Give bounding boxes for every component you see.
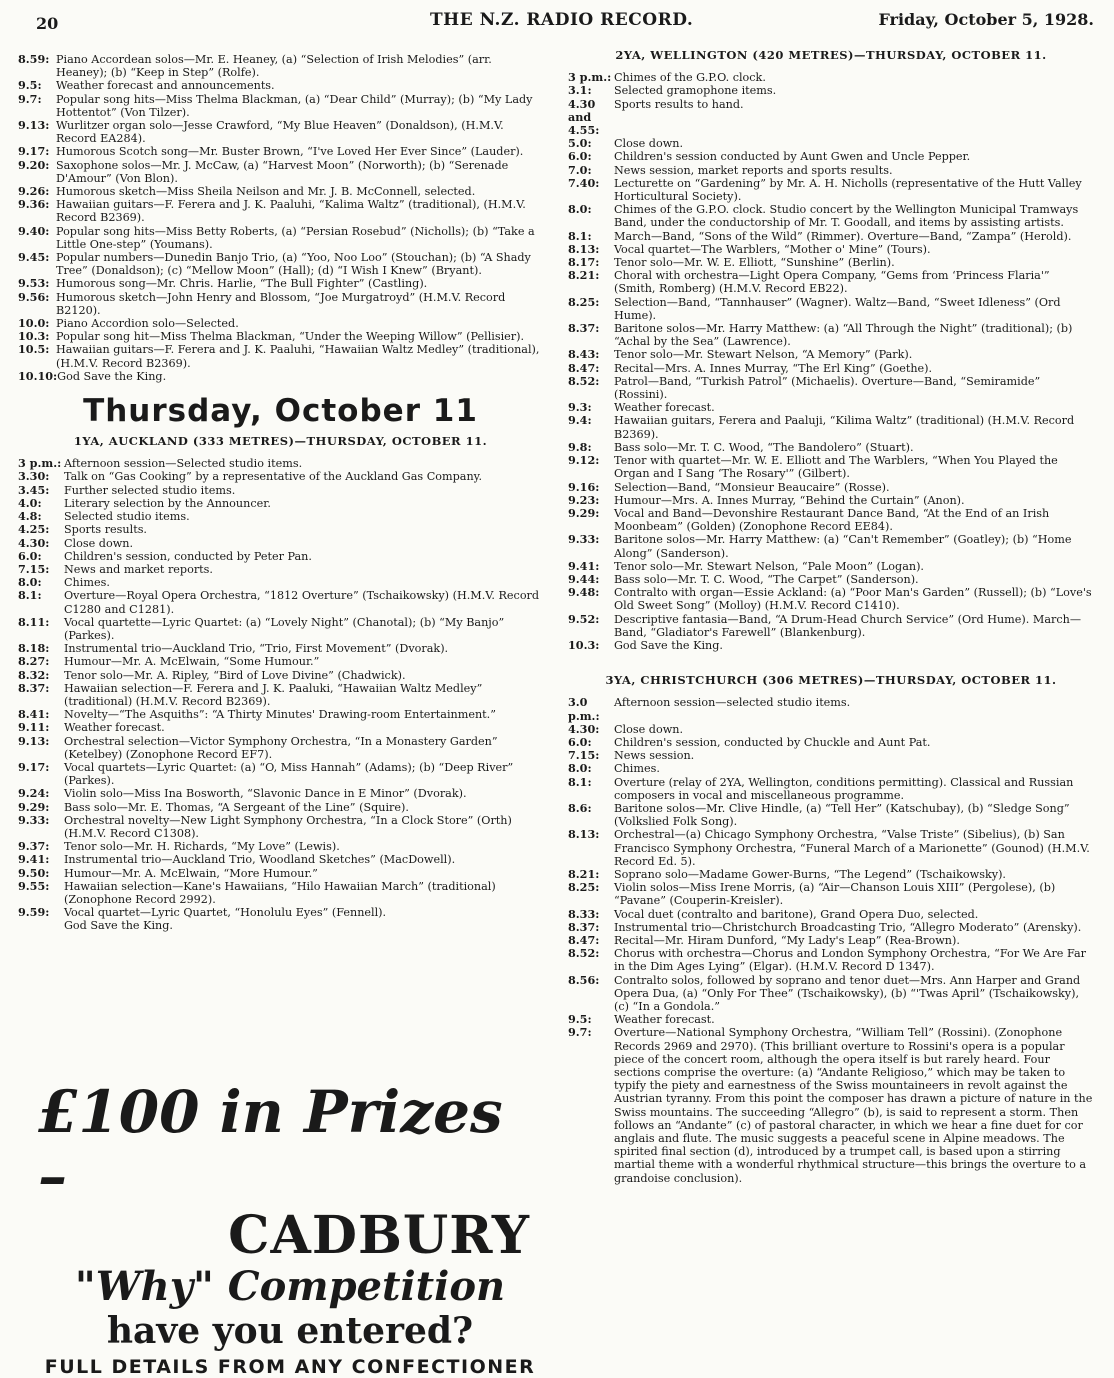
entry-text: Popular song hit—Miss Thelma Blackman, “Under the Weeping Willow” (Pellisier). — [56, 330, 525, 344]
entry-text: News session, market reports and sports results. — [614, 163, 893, 177]
auckland-entry — [18, 576, 543, 589]
entry-time: 9.29: — [568, 505, 600, 520]
entry-text: Vocal quartette—Lyric Quartet: (a) “Lovely Night” (Chanotal); (b) “My Banjo” (Parkes). — [64, 615, 505, 642]
programme-entry — [18, 185, 543, 198]
wellington-entry — [568, 494, 1094, 507]
programme-entry — [18, 317, 543, 330]
christchurch-entry — [568, 802, 1094, 828]
entry-time: 9.45: — [18, 250, 50, 265]
entry-time: 4.25: — [18, 522, 50, 537]
entry-time: 9.29: — [18, 799, 50, 814]
christchurch-entry — [568, 974, 1094, 1014]
entry-time: 9.33: — [18, 812, 50, 827]
entry-text: Baritone solos—Mr. Harry Matthew: (a) “All Through the Night” (traditional); (b) “Achal by the Sea” (Lawrence). — [614, 322, 1073, 349]
auckland-entry — [18, 880, 543, 906]
auckland-entry — [18, 563, 543, 576]
entry-time: 9.52: — [568, 611, 600, 626]
entry-time — [18, 919, 64, 932]
entry-time: 10.5: — [18, 342, 50, 357]
auckland-entry — [18, 787, 543, 800]
entry-text: Instrumental trio—Auckland Trio, Woodland Sketches” (MacDowell). — [64, 853, 456, 867]
entry-text: Close down. — [64, 536, 134, 550]
wellington-entry — [568, 481, 1094, 494]
christchurch-entry — [568, 776, 1094, 802]
entry-text: Baritone solos—Mr. Harry Matthew: (a) “Can't Remember” (Goatley); (b) “Home Along” (Sanderson). — [614, 533, 1072, 560]
entry-time: 5.0: — [568, 136, 592, 151]
entry-text: Humour—Mrs. A. Innes Murray, “Behind the Curtain” (Anon). — [614, 493, 965, 507]
entry-time: 9.37: — [18, 839, 50, 854]
entry-text: Tenor with quartet—Mr. W. E. Elliott and The Warblers, “When You Played the Organ and I Sang ‘The Rosary'” (Gilbert). — [614, 454, 1058, 481]
entry-text: Recital—Mrs. A. Innes Murray, “The Erl King” (Goethe). — [614, 361, 933, 375]
entry-text: Sports results to hand. — [614, 97, 744, 111]
entry-text: Selected studio items. — [64, 510, 190, 524]
wellington-entry — [568, 137, 1094, 150]
auckland-entry — [18, 457, 543, 470]
entry-time: 3.45: — [18, 482, 50, 497]
entry-time: 9.13: — [18, 118, 50, 133]
entry-time: 9.12: — [568, 453, 600, 468]
entry-text: Children's session, conducted by Chuckle and Aunt Pat. — [614, 735, 931, 749]
auckland-entry — [18, 470, 543, 483]
entry-text: Violin solos—Miss Irene Morris, (a) “Air—Chanson Louis XIII” (Pergolese), (b) “Pavane” (Couperin-Kreisler). — [614, 881, 1056, 908]
entry-time: 4.30 and 4.55: — [568, 96, 600, 138]
auckland-entry — [18, 523, 543, 536]
entry-text: Selection—Band, “Monsieur Beaucaire” (Rosse). — [614, 480, 890, 494]
auckland-entry — [18, 708, 543, 721]
christchurch-entry — [568, 921, 1094, 934]
entry-text: Orchestral selection—Victor Symphony Orchestra, “In a Monastery Garden” (Ketelbey) (Zonophone Record EF7). — [64, 734, 498, 761]
programme-entry — [18, 277, 543, 290]
entry-text: Afternoon session—selected studio items. — [614, 696, 851, 710]
wellington-entry — [568, 454, 1094, 480]
entry-text: Literary selection by the Announcer. — [64, 496, 271, 510]
entry-text: Bass solo—Mr. T. C. Wood, “The Carpet” (Sanderson). — [614, 572, 919, 586]
entry-time: 8.18: — [18, 641, 50, 656]
entry-text: Popular song hits—Miss Thelma Blackman, (a) “Dear Child” (Murray); (b) “My Lady Hottentot” (Von Tilzer). — [56, 92, 533, 119]
christchurch-entry — [568, 881, 1094, 907]
auckland-entry — [18, 484, 543, 497]
wellington-entry — [568, 362, 1094, 375]
wellington-entry — [568, 150, 1094, 163]
auckland-entry — [18, 510, 543, 523]
programme-entry — [18, 330, 543, 343]
entry-time: 7.0: — [568, 162, 592, 177]
entry-time: 8.13: — [568, 827, 600, 842]
wellington-entry — [568, 296, 1094, 322]
entry-time: 8.1: — [568, 228, 592, 243]
auckland-entry — [18, 814, 543, 840]
wellington-entry — [568, 348, 1094, 361]
entry-time: 10.3: — [18, 329, 50, 344]
entry-time: 6.0: — [18, 548, 42, 563]
wellington-entry — [568, 586, 1094, 612]
ad-brand: CADBURY — [228, 1205, 530, 1266]
entry-time: 9.17: — [18, 144, 50, 159]
christchurch-entry — [568, 828, 1094, 868]
entry-time: 10.3: — [568, 637, 600, 652]
entry-text: Close down. — [614, 137, 684, 151]
wellington-entry — [568, 414, 1094, 440]
auckland-listing — [18, 457, 543, 932]
christchurch-entry — [568, 696, 1094, 722]
entry-time: 8.59: — [18, 52, 50, 66]
entry-time: 8.0: — [18, 575, 42, 590]
entry-time: 8.52: — [568, 946, 600, 961]
entry-text: Contralto solos, followed by soprano and tenor duet—Mrs. Ann Harper and Grand Opera Dua, (a) “Only For Thee” (Tschaikowsky), (b) “'Twas April” (Tschaikowsky), (c) “In a Gondola.” — [614, 973, 1081, 1014]
auckland-entry — [18, 919, 543, 932]
entry-text: Humorous Scotch song—Mr. Buster Brown, “I've Loved Her Ever Since” (Lauder). — [56, 145, 524, 159]
entry-time: 8.17: — [568, 255, 600, 270]
entry-text: Vocal quartet—The Warblers, “Mother o' Mine” (Tours). — [614, 242, 931, 256]
page-header — [0, 0, 1114, 40]
issue-date: Friday, October 5, 1928. — [878, 10, 1094, 29]
entry-text: Bass solo—Mr. E. Thomas, “A Sergeant of the Line” (Squire). — [64, 800, 409, 814]
entry-time: 8.37: — [568, 321, 600, 336]
entry-text: Instrumental trio—Christchurch Broadcasting Trio, “Allegro Moderato” (Arensky). — [614, 920, 1082, 934]
entry-time: 9.36: — [18, 197, 50, 212]
wellington-entry — [568, 507, 1094, 533]
auckland-entry — [18, 840, 543, 853]
programme-entry — [18, 119, 543, 145]
entry-text: Children's session, conducted by Peter Pan. — [64, 549, 312, 563]
entry-text: Hawaiian selection—Kane's Hawaiians, “Hilo Hawaiian March” (traditional) (Zonophone Record 2992). — [64, 879, 496, 906]
entry-time: 8.33: — [568, 906, 600, 921]
cadbury-advertisement — [30, 1078, 550, 1378]
entry-text: Chorus with orchestra—Chorus and London Symphony Orchestra, “For We Are Far in the Dim Ages Lying” (Elgar). (H.M.V. Record D 1347). — [614, 947, 1087, 974]
christchurch-entry — [568, 723, 1094, 736]
auckland-entry — [18, 761, 543, 787]
entry-time: 8.32: — [18, 667, 50, 682]
christchurch-listing — [568, 696, 1094, 1185]
entry-time: 9.3: — [568, 400, 592, 415]
entry-time: 6.0: — [568, 149, 592, 164]
christchurch-entry — [568, 908, 1094, 921]
station-heading-auckland: 1YA, AUCKLAND (333 METRES)—THURSDAY, OCTOBER 11. — [73, 434, 488, 449]
entry-text: Tenor solo—Mr. Stewart Nelson, “A Memory” (Park). — [614, 348, 913, 362]
programme-entry — [18, 79, 543, 92]
entry-time: 9.5: — [18, 78, 42, 93]
programme-entry — [18, 343, 543, 369]
entry-text: Humorous sketch—Miss Sheila Neilson and Mr. J. B. McConnell, selected. — [56, 185, 476, 199]
christchurch-entry — [568, 1026, 1094, 1184]
entry-text: Baritone solos—Mr. Clive Hindle, (a) “Tell Her” (Katschubay), (b) “Sledge Song” (Volkslied Folk Song). — [614, 801, 1070, 829]
entry-text: Descriptive fantasia—Band, “A Drum-Head Church Service” (Ord Hume). March—Band, “Gladiator's Farewell” (Blankenburg). — [614, 612, 1082, 639]
entry-time: 8.37: — [18, 680, 50, 695]
wellington-entry — [568, 98, 1094, 138]
entry-time: 9.16: — [568, 479, 600, 494]
right-column — [568, 43, 1094, 1185]
entry-text: News and market reports. — [64, 562, 213, 576]
ad-prizes: £100 in Prizes – — [38, 1078, 503, 1210]
programme-entry — [18, 251, 543, 277]
entry-text: Tenor solo—Mr. W. E. Elliott, “Sunshine” (Berlin). — [614, 256, 895, 270]
entry-text: Weather forecast. — [614, 1013, 715, 1027]
entry-text: Vocal and Band—Devonshire Restaurant Dance Band, “At the End of an Irish Moonbeam” (Golden) (Zonophone Record EE84). — [614, 506, 1050, 534]
entry-text: Sports results. — [64, 523, 147, 537]
entry-text: Weather forecast. — [64, 721, 165, 735]
entry-text: Popular numbers—Dunedin Banjo Trio, (a) “Yoo, Noo Loo” (Stouchan); (b) “A Shady Tree” (Donaldson); (c) “Mellow Moon” (Hall); (d) “I Wish I Knew” (Bryant). — [56, 251, 531, 278]
day-title: Thursday, October 11 — [83, 393, 478, 430]
entry-time: 9.59: — [18, 905, 50, 920]
entry-text: Vocal quartet—Lyric Quartet, “Honolulu Eyes” (Fennell). — [64, 906, 387, 920]
entry-text: Overture (relay of 2YA, Wellington, conditions permitting). Classical and Russian composers in vocal and miscellaneous programme. — [614, 775, 1074, 802]
entry-text: Humour—Mr. A. McElwain, “Some Humour.” — [64, 655, 320, 669]
entry-time: 9.48: — [568, 585, 600, 600]
entry-time: 8.41: — [18, 707, 50, 722]
programme-entry — [18, 53, 543, 79]
entry-text: Tenor solo—Mr. Stewart Nelson, “Pale Moon” (Logan). — [614, 559, 924, 573]
entry-text: Popular song hits—Miss Betty Roberts, (a) “Persian Rosebud” (Nicholls); (b) “Take a Little One-step” (Youmans). — [56, 224, 535, 251]
programme-entry — [18, 145, 543, 158]
entry-text: Overture—Royal Opera Orchestra, “1812 Overture” (Tschaikowsky) (H.M.V. Record C1280 and C1281). — [64, 589, 540, 616]
entry-text: Orchestral—(a) Chicago Symphony Orchestra, “Valse Triste” (Sibelius), (b) San Francisco Symphony Orchestra, “Funeral March of a Marionette” (Gounod) (H.M.V. Record Ed. 5). — [614, 828, 1090, 868]
programme-entry — [18, 159, 543, 185]
entry-time: 8.11: — [18, 614, 50, 629]
entry-time: 9.24: — [18, 786, 50, 801]
auckland-entry — [18, 682, 543, 708]
previous-day-listing — [18, 53, 543, 383]
entry-time: 8.21: — [568, 268, 600, 283]
wellington-entry — [568, 639, 1094, 652]
christchurch-entry — [568, 934, 1094, 947]
entry-text: Overture—National Symphony Orchestra, “William Tell” (Rossini). (Zonophone Records 2969 and 2970). (This brilliant overture to Rossini's opera is a popular piece of the concert room, although the opera itself is but rarely heard. Four sections comprise the overture: (a) “Andante Religioso,” which may be taken to typify the piety and earnestness of the Swiss mountaineers in revolt against the Austrian tyranny. From this point the composer has drawn a picture of nature in the Swiss mountains. The succeeding “Allegro” (b), is said to represent a storm. Then follows an “Andante” (c) of pastoral character, in which we hear a fine duet for cor anglais and flute. The music suggests a peaceful scene in Alpine meadows. The spirited final section (d), introduced by a trumpet call, is based upon a stirring martial theme with a wonderful rhythmical structure—this brings the overture to a grandoise conclusion). — [614, 1026, 1093, 1185]
auckland-entry — [18, 550, 543, 563]
entry-time: 8.25: — [568, 880, 600, 895]
auckland-entry — [18, 655, 543, 668]
entry-text: Recital—Mr. Hiram Dunford, “My Lady's Leap” (Rea-Brown). — [614, 934, 960, 947]
entry-time: 8.25: — [568, 294, 600, 309]
auckland-entry — [18, 735, 543, 761]
entry-time: 9.26: — [18, 184, 50, 199]
entry-text: Hawaiian selection—F. Ferera and J. K. Paaluki, “Hawaiian Waltz Medley” (traditional) (H.M.V. Record B2369). — [64, 681, 483, 708]
wellington-entry — [568, 375, 1094, 401]
entry-text: Hawaiian guitars, Ferera and Paaluji, “Kilima Waltz” (traditional) (H.M.V. Record B2369). — [614, 414, 1075, 441]
wellington-entry — [568, 441, 1094, 454]
entry-text: Bass solo—Mr. T. C. Wood, “The Bandolero” (Stuart). — [614, 440, 914, 454]
entry-time: 9.7: — [18, 91, 42, 106]
auckland-entry — [18, 867, 543, 880]
entry-text: Humorous song—Mr. Chris. Harlie, “The Bull Fighter” (Castling). — [56, 277, 428, 291]
entry-time: 10.10: — [18, 368, 58, 383]
auckland-entry — [18, 497, 543, 510]
auckland-entry — [18, 853, 543, 866]
wellington-entry — [568, 269, 1094, 295]
entry-time: 9.56: — [18, 289, 50, 304]
entry-time: 9.50: — [18, 865, 50, 880]
entry-time: 8.1: — [18, 588, 42, 603]
entry-time: 9.5: — [568, 1012, 592, 1027]
entry-time: 3 p.m.: — [568, 70, 612, 85]
entry-text: Tenor solo—Mr. A. Ripley, “Bird of Love Divine” (Chadwick). — [64, 668, 406, 682]
wellington-listing — [568, 71, 1094, 652]
wellington-entry — [568, 230, 1094, 243]
entry-time: 9.33: — [568, 532, 600, 547]
entry-time: 8.47: — [568, 360, 600, 375]
entry-time: 8.1: — [568, 774, 592, 789]
entry-time: 9.20: — [18, 157, 50, 172]
entry-text: Vocal quartets—Lyric Quartet: (a) “O, Miss Hannah” (Adams); (b) “Deep River” (Parkes). — [64, 760, 514, 788]
entry-time: 8.56: — [568, 972, 600, 987]
entry-text: Weather forecast and announcements. — [56, 79, 275, 93]
christchurch-entry — [568, 762, 1094, 775]
entry-text: Vocal duet (contralto and baritone), Grand Opera Duo, selected. — [614, 907, 979, 921]
entry-text: Choral with orchestra—Light Opera Company, “Gems from ‘Princess Flaria'” (Smith, Romberg) (H.M.V. Record EB22). — [614, 269, 1050, 296]
christchurch-entry — [568, 736, 1094, 749]
entry-text: Hawaiian guitars—F. Ferera and J. K. Paaluhi, “Kalima Waltz” (traditional), (H.M.V. Record B2369). — [56, 198, 526, 225]
entry-text: Selection—Band, “Tannhauser” (Wagner). Waltz—Band, “Sweet Idleness” (Ord Hume). — [614, 295, 1061, 322]
entry-text: Talk on “Gas Cooking” by a representative of the Auckland Gas Company. — [64, 470, 483, 484]
entry-text: Tenor solo—Mr. H. Richards, “My Love” (Lewis). — [64, 840, 340, 854]
page-number: 20 — [36, 14, 59, 33]
entry-text: Chimes. — [64, 576, 110, 590]
masthead: THE N.Z. RADIO RECORD. — [430, 10, 694, 30]
entry-time: 4.0: — [18, 495, 42, 510]
auckland-entry — [18, 642, 543, 655]
entry-text: God Save the King. — [64, 919, 173, 933]
entry-text: Instrumental trio—Auckland Trio, “Trio, First Movement” (Dvorak). — [64, 642, 449, 656]
entry-text: Weather forecast. — [614, 401, 715, 415]
wellington-entry — [568, 613, 1094, 639]
entry-time: 8.0: — [568, 761, 592, 776]
entry-time: 9.44: — [568, 571, 600, 586]
entry-time: 3.30: — [18, 469, 50, 484]
entry-time: 9.7: — [568, 1025, 592, 1040]
left-column — [18, 53, 543, 933]
entry-text: Novelty—“The Asquiths”: “A Thirty Minutes' Drawing-room Entertainment.” — [64, 708, 496, 722]
entry-time: 8.13: — [568, 241, 600, 256]
ad-question: have you entered? — [106, 1310, 474, 1352]
christchurch-entry — [568, 1013, 1094, 1026]
wellington-entry — [568, 84, 1094, 97]
christchurch-entry — [568, 749, 1094, 762]
entry-time: 9.13: — [18, 733, 50, 748]
entry-time: 8.27: — [18, 654, 50, 669]
entry-time: 9.11: — [18, 720, 50, 735]
auckland-entry — [18, 616, 543, 642]
entry-time: 9.17: — [18, 759, 50, 774]
entry-time: 9.4: — [568, 413, 592, 428]
programme-entry — [18, 225, 543, 251]
entry-time: 8.37: — [568, 919, 600, 934]
entry-time: 8.43: — [568, 347, 600, 362]
entry-text: Patrol—Band, “Turkish Patrol” (Michaelis). Overture—Band, “Semiramide” (Rossini). — [614, 374, 1041, 402]
entry-text: Chimes. — [614, 762, 660, 776]
entry-time: 7.15: — [568, 748, 600, 763]
entry-time: 4.8: — [18, 509, 42, 524]
entry-text: Humour—Mr. A. McElwain, “More Humour.” — [64, 866, 318, 880]
wellington-entry — [568, 573, 1094, 586]
entry-text: Selected gramophone items. — [614, 84, 777, 98]
entry-time: 8.52: — [568, 373, 600, 388]
entry-text: Saxophone solos—Mr. J. McCaw, (a) “Harvest Moon” (Norworth); (b) “Serenade D'Amour” (Von Blon). — [56, 158, 509, 185]
entry-time: 9.53: — [18, 276, 50, 291]
entry-time: 3.0 p.m.: — [568, 695, 600, 723]
entry-text: God Save the King. — [57, 369, 167, 383]
entry-time: 9.41: — [18, 852, 50, 867]
entry-time: 4.30: — [568, 721, 600, 736]
entry-time: 8.0: — [568, 202, 592, 217]
entry-time: 8.21: — [568, 866, 600, 881]
entry-time: 7.40: — [568, 175, 600, 190]
entry-time: 4.30: — [18, 535, 50, 550]
auckland-entry — [18, 537, 543, 550]
christchurch-entry — [568, 947, 1094, 973]
entry-time: 7.15: — [18, 561, 50, 576]
ad-competition: "Why" Competition — [74, 1263, 506, 1310]
wellington-entry — [568, 203, 1094, 229]
entry-text: Chimes of the G.P.O. clock. — [614, 71, 766, 85]
entry-text: Humorous sketch—John Henry and Blossom, “Joe Murgatroyd” (H.M.V. Record B2120). — [56, 290, 506, 317]
wellington-entry — [568, 322, 1094, 348]
entry-time: 9.8: — [568, 439, 592, 454]
entry-text: Lecturette on “Gardening” by Mr. A. H. Nicholls (representative of the Hutt Valley Horticultural Society). — [614, 176, 1082, 204]
auckland-entry — [18, 906, 543, 919]
entry-text: News session. — [614, 749, 695, 763]
programme-entry — [18, 291, 543, 317]
wellington-entry — [568, 560, 1094, 573]
auckland-entry — [18, 721, 543, 734]
entry-text: Close down. — [614, 722, 684, 736]
entry-text: Wurlitzer organ solo—Jesse Crawford, “My Blue Heaven” (Donaldson), (H.M.V. Record EA284). — [56, 119, 504, 146]
wellington-entry — [568, 164, 1094, 177]
auckland-entry — [18, 589, 543, 615]
auckland-entry — [18, 669, 543, 682]
entry-text: Contralto with organ—Essie Ackland: (a) “Poor Man's Garden” (Russell); (b) “Love's Old Sweet Song” (Molloy) (H.M.V. Record C1410). — [614, 586, 1092, 613]
entry-text: Violin solo—Miss Ina Bosworth, “Slavonic Dance in E Minor” (Dvorak). — [64, 787, 467, 801]
entry-text: Afternoon session—Selected studio items. — [64, 457, 303, 471]
entry-time: 8.47: — [568, 933, 600, 947]
entry-text: Piano Accordion solo—Selected. — [56, 317, 239, 331]
wellington-entry — [568, 256, 1094, 269]
wellington-entry — [568, 401, 1094, 414]
entry-time: 9.23: — [568, 492, 600, 507]
entry-time: 9.40: — [18, 223, 50, 238]
wellington-entry — [568, 533, 1094, 559]
entry-time: 3.1: — [568, 83, 592, 98]
auckland-entry — [18, 801, 543, 814]
entry-text: Soprano solo—Madame Gower-Burns, “The Legend” (Tschaikowsky). — [614, 867, 1006, 881]
programme-entry — [18, 198, 543, 224]
entry-time: 3 p.m.: — [18, 456, 62, 471]
entry-text: God Save the King. — [614, 638, 723, 652]
ad-details: FULL DETAILS FROM ANY CONFECTIONER — [44, 1356, 536, 1378]
wellington-entry — [568, 71, 1094, 84]
entry-text: Chimes of the G.P.O. clock. Studio concert by the Wellington Municipal Tramways Band, under the conductorship of Mr. T. Goodall, and items by assisting artists. — [614, 203, 1079, 230]
entry-text: Orchestral novelty—New Light Symphony Orchestra, “In a Clock Store” (Orth) (H.M.V. Record C1308). — [64, 813, 512, 840]
wellington-entry — [568, 177, 1094, 203]
entry-time: 6.0: — [568, 734, 592, 749]
station-heading-wellington: 2YA, WELLINGTON (420 METRES)—THURSDAY, OCTOBER 11. — [615, 48, 1047, 62]
station-heading-christchurch: 3YA, CHRISTCHURCH (306 METRES)—THURSDAY, OCTOBER 11. — [605, 673, 1057, 688]
wellington-entry — [568, 243, 1094, 256]
entry-time: 9.41: — [568, 558, 600, 573]
programme-entry — [18, 370, 543, 383]
entry-text: Further selected studio items. — [64, 483, 236, 497]
entry-time: 10.0: — [18, 316, 50, 331]
christchurch-entry — [568, 868, 1094, 881]
entry-time: 8.6: — [568, 800, 592, 815]
entry-text: Hawaiian guitars—F. Ferera and J. K. Paaluhi, “Hawaiian Waltz Medley” (traditional), (H.M.V. Record B2369). — [56, 343, 540, 370]
entry-text: Children's session conducted by Aunt Gwen and Uncle Pepper. — [614, 150, 971, 164]
entry-text: Piano Accordean solos—Mr. E. Heaney, (a) “Selection of Irish Melodies” (arr. Heaney); (b) “Keep in Step” (Rolfe). — [56, 53, 492, 80]
programme-entry — [18, 93, 543, 119]
entry-time: 9.55: — [18, 878, 50, 893]
entry-text: March—Band, “Sons of the Wild” (Rimmer). Overture—Band, “Zampa” (Herold). — [614, 229, 1072, 243]
